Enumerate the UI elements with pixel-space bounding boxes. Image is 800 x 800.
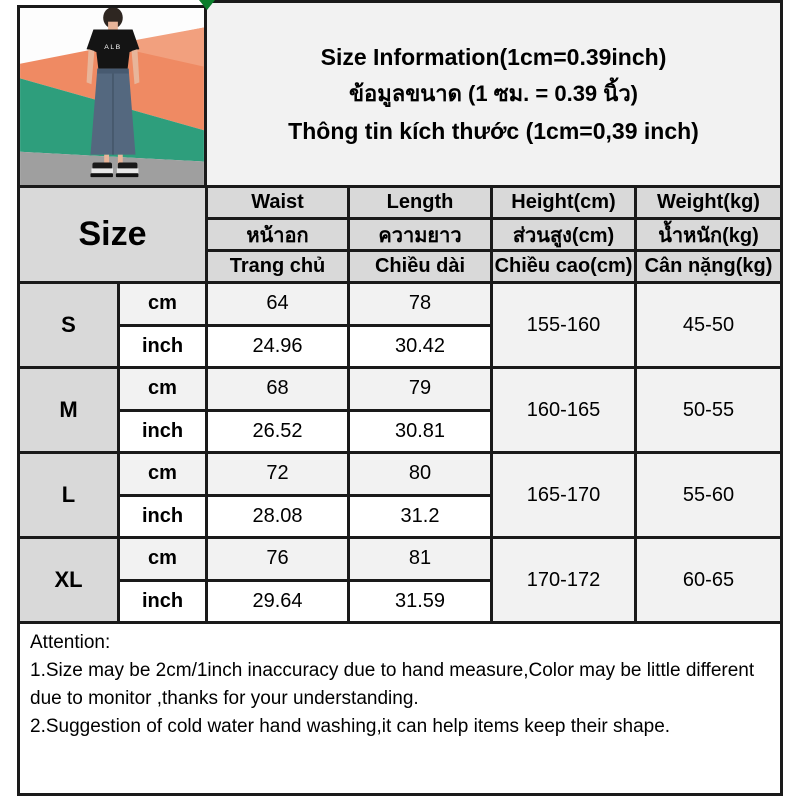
size-label-xl: XL [20,539,117,621]
unit-cm: cm [120,369,205,409]
s-height: 155-160 [493,284,634,366]
s-waist-cm: 64 [208,284,347,324]
xl-weight: 60-65 [637,539,780,621]
s-weight: 45-50 [637,284,780,366]
header-weight-vi: Cân nặng(kg) [637,252,780,281]
unit-inch: inch [120,412,205,452]
m-waist-inch: 26.52 [208,412,347,452]
l-length-cm: 80 [350,454,490,494]
header-weight-en: Weight(kg) [637,188,780,217]
title-block [204,0,783,188]
tee-logo-text: ALB [104,44,122,52]
xl-length-cm: 81 [350,539,490,579]
size-label-l: L [20,454,117,536]
size-label-s: S [20,284,117,366]
right-shoe [116,163,138,178]
s-waist-inch: 24.96 [208,327,347,367]
header-length-en: Length [350,188,490,217]
unit-inch: inch [120,582,205,622]
attention-notes [17,621,783,796]
m-waist-cm: 68 [208,369,347,409]
m-height: 160-165 [493,369,634,451]
header-waist-th: หน้าอก [208,220,347,249]
xl-waist-cm: 76 [208,539,347,579]
title-english: Size Information(1cm=0.39inch) [320,44,667,70]
attention-line-1: 1.Size may be 2cm/1inch inaccuracy due to hand measure,Color may be little different [30,660,755,681]
header-size: Size [20,188,205,281]
m-weight: 50-55 [637,369,780,451]
unit-cm: cm [120,284,205,324]
unit-cm: cm [120,539,205,579]
unit-inch: inch [120,497,205,537]
header-length-vi: Chiều dài [350,252,490,281]
product-photo-illustration [20,8,204,185]
title-vietnamese: Thông tin kích thước (1cm=0,39 inch) [288,118,699,144]
size-label-m: M [20,369,117,451]
xl-length-inch: 31.59 [350,582,490,622]
xl-height: 170-172 [493,539,634,621]
header-length-th: ความยาว [350,220,490,249]
header-height-th: ส่วนสูง(cm) [493,220,634,249]
unit-cm: cm [120,454,205,494]
l-length-inch: 31.2 [350,497,490,537]
s-length-cm: 78 [350,284,490,324]
left-shoe [90,163,112,178]
header-waist-en: Waist [208,188,347,217]
size-table [17,185,783,624]
attention-line-2: due to monitor ,thanks for your understanding. [30,688,419,709]
product-photo [17,5,207,188]
title-thai: ข้อมูลขนาด (1 ซม. = 0.39 นิ้ว) [348,81,638,106]
green-corner-flag-icon [199,0,215,10]
l-waist-cm: 72 [208,454,347,494]
s-length-inch: 30.42 [350,327,490,367]
l-waist-inch: 28.08 [208,497,347,537]
l-weight: 55-60 [637,454,780,536]
m-length-inch: 30.81 [350,412,490,452]
header-waist-vi: Trang chủ [208,252,347,281]
m-length-cm: 79 [350,369,490,409]
unit-inch: inch [120,327,205,367]
attention-heading: Attention: [30,632,111,653]
header-weight-th: น้ำหนัก(kg) [637,220,780,249]
l-height: 165-170 [493,454,634,536]
header-height-vi: Chiều cao(cm) [493,252,634,281]
header-height-en: Height(cm) [493,188,634,217]
attention-line-3: 2.Suggestion of cold water hand washing,it can help items keep their shape. [30,716,671,737]
xl-waist-inch: 29.64 [208,582,347,622]
